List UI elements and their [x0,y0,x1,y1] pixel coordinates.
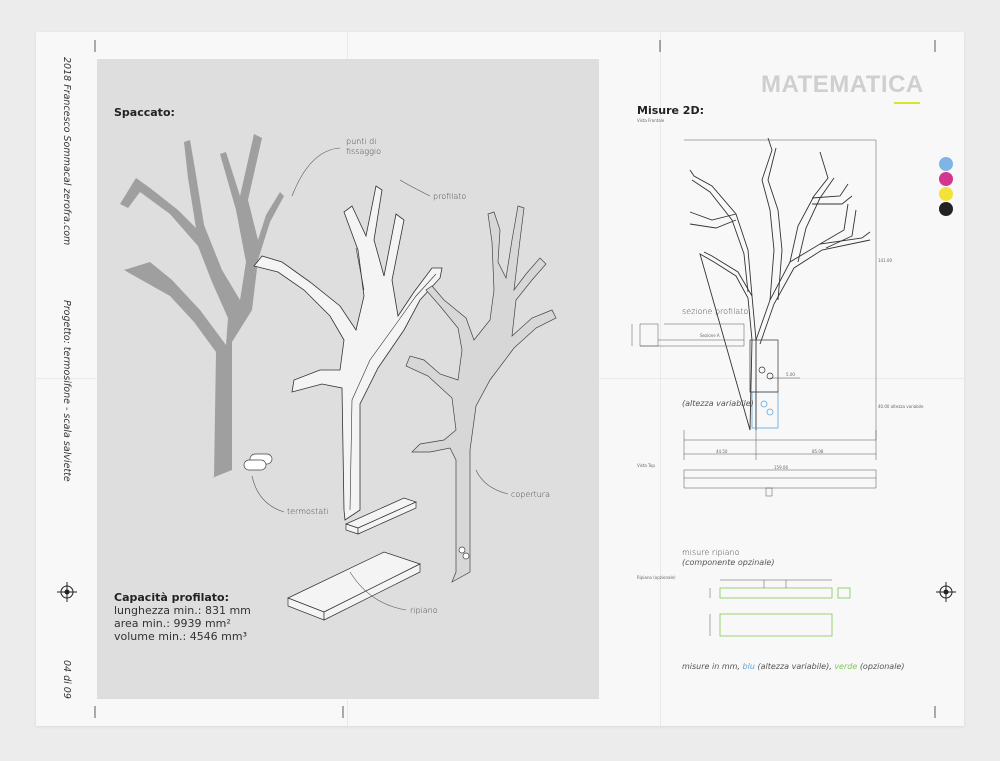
legend-middle: (altezza variabile), [757,662,832,671]
label-thermostats: termostati [287,507,329,516]
tree-silhouette-back [120,134,284,478]
legend-blue: blu [742,662,755,671]
dim-half-left: 44.50 [716,449,728,454]
label-shelf: ripiano [410,606,438,615]
tree-profile-middle [254,186,442,520]
capacity-volume: volume min.: 4546 mm³ [114,630,248,643]
cmyk-dot-cyan [939,157,953,171]
tree-cover-right [406,206,556,582]
dim-gap: 5.00 [786,372,795,377]
capacity-length: lunghezza min.: 831 mm [114,604,251,617]
dim-height: 141.00 [878,258,892,263]
view-shelf-label: Ripiano (opzionale) [637,575,676,580]
legend-green: verde [834,662,858,671]
label-fixing-points: punti di fissaggio [346,137,381,156]
label-cover: copertura [511,490,550,499]
arrow-thermostats [252,476,284,512]
capacity-area: area min.: 9939 mm² [114,617,231,630]
arrow-fixing [292,148,340,196]
label-profile: profilato [433,192,467,201]
dim-section-a: Sezione A [700,333,720,338]
tree-2d-front [690,138,870,430]
registration-target-left [57,582,77,602]
arrow-profile [400,180,430,196]
side-project: Progetto: termosifone - scala salviette [61,300,72,482]
section-title-2d: Misure 2D: [637,104,704,117]
cmyk-dot-magenta [939,172,953,186]
section-title-exploded: Spaccato: [114,106,175,119]
thermostat-parts [244,454,272,470]
measurement-legend [682,662,904,671]
dim-half-right: 85.08 [812,449,824,454]
view-front-label: Vista Frontale [637,118,665,123]
heading-matematica: MATEMATICA [761,71,924,98]
legend-prefix: misure in mm, [682,662,740,671]
page-number: 04 di 09 [61,660,72,699]
cmyk-dot-black [939,202,953,216]
dim-base: 40.00 altezza variabile [878,404,924,409]
heading-underline [894,102,920,104]
shelf-title: misure ripiano [682,548,740,557]
legend-suffix: (opzionale) [859,662,905,671]
side-credit: 2018 Francesco Sommacal zerofra.com [61,57,72,246]
cmyk-dot-yellow [939,187,953,201]
capacity-title: Capacità profilato: [114,591,230,604]
shelf-2d-green [720,588,850,636]
registration-target-right [936,582,956,602]
arrow-cover [476,470,508,494]
profile-section-label: sezione profilato [682,307,749,316]
shelf-subtitle: (componente opzinale) [682,558,775,567]
dim-total-width: 159.06 [774,465,788,470]
view-top-label: Vista Top [637,463,655,468]
variable-height-note: (altezza variabile) [682,399,754,408]
